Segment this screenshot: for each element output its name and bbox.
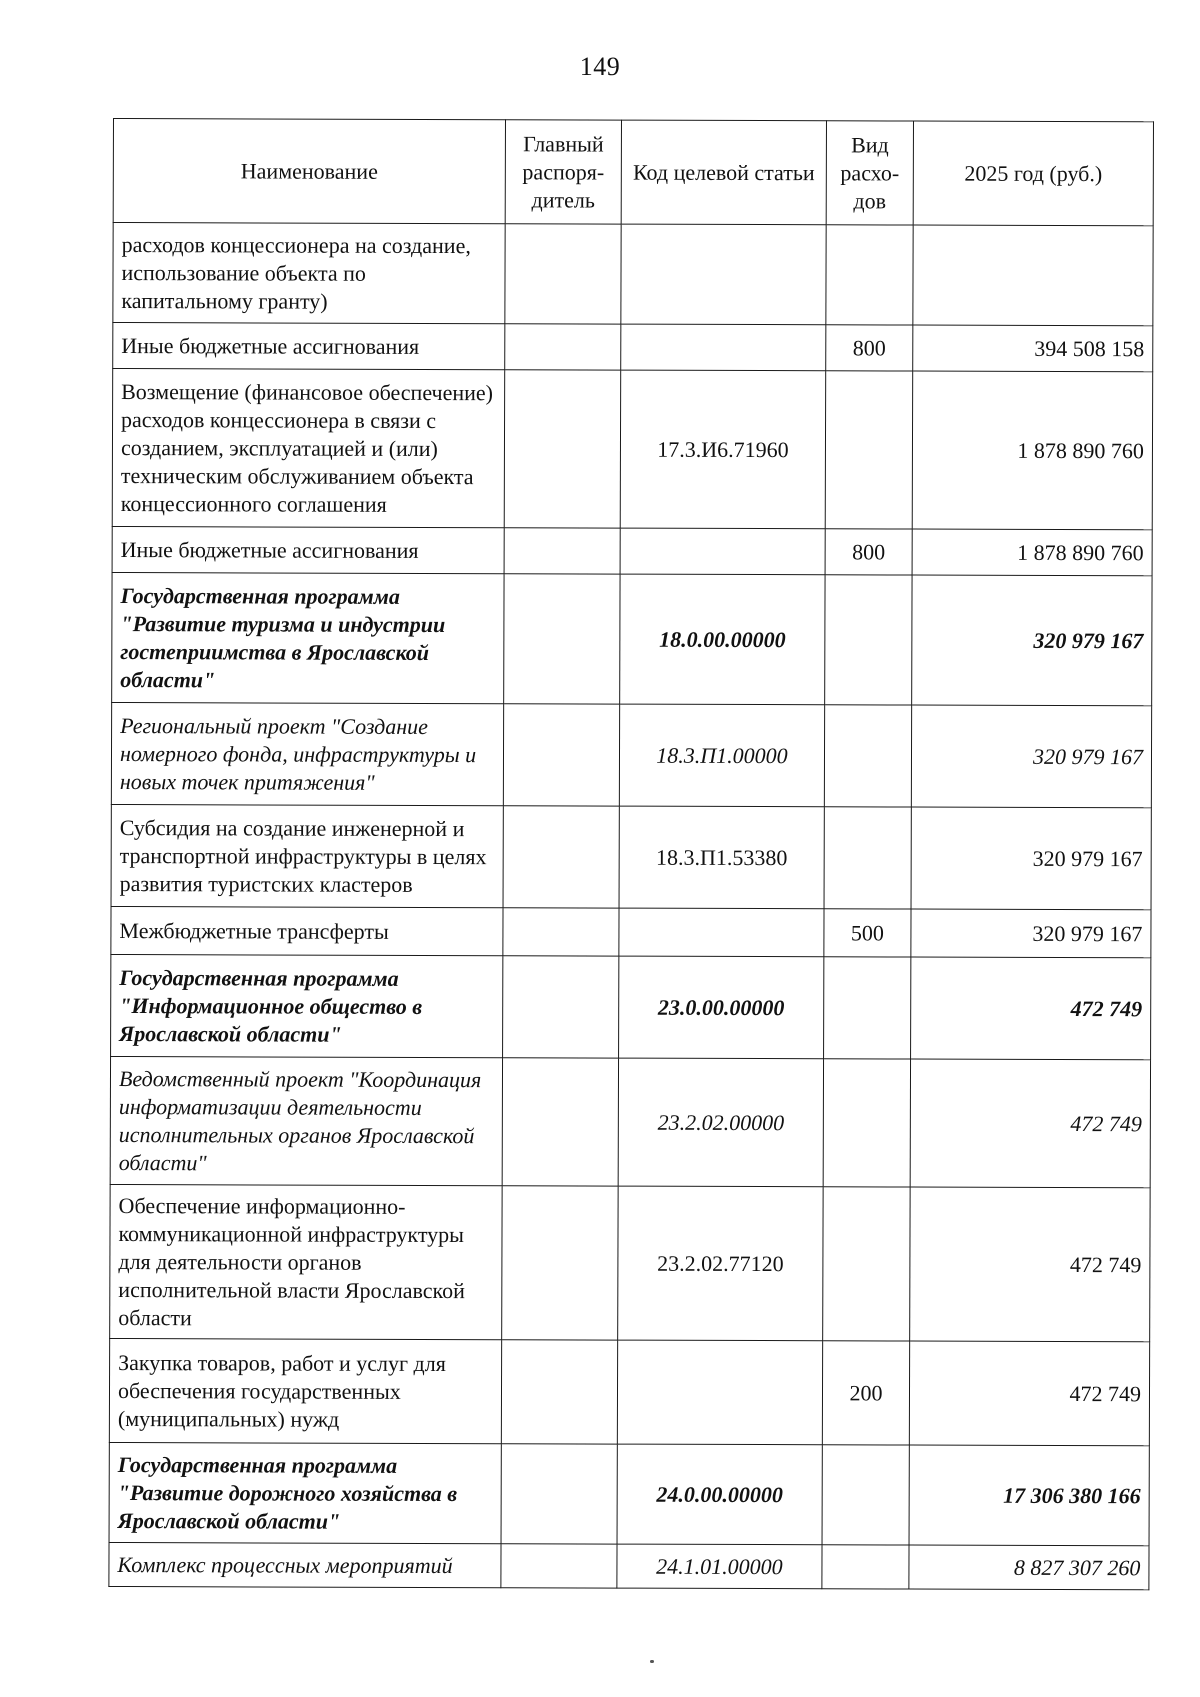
row-amount: 472 749 [909, 1341, 1149, 1446]
row-amount: 394 508 158 [913, 325, 1153, 372]
row-manager [501, 1444, 617, 1544]
row-amount: 320 979 167 [912, 575, 1152, 706]
table-row-program [112, 572, 1152, 705]
row-code [621, 224, 826, 325]
table-row [111, 906, 1151, 957]
table-row [113, 223, 1153, 326]
table-header-row [113, 119, 1153, 226]
row-name: Закупка товаров, работ и услуг для обеспечения государственных (муниципальных) нужд [109, 1338, 501, 1443]
row-manager [503, 704, 619, 806]
row-name: Иные бюджетные ассигнования [113, 323, 505, 370]
row-name: Государственная программа "Развитие туризма и индустрии гостеприимства в Ярославской области" [112, 572, 504, 703]
row-amount: 320 979 167 [911, 705, 1151, 808]
table-row [113, 323, 1153, 372]
row-amount: 320 979 167 [911, 807, 1151, 910]
budget-table [108, 118, 1154, 1590]
row-expense-type [825, 371, 912, 529]
row-expense-type: 800 [825, 529, 912, 575]
row-code: 18.3.П1.53380 [619, 806, 824, 909]
row-name: Региональный проект "Создание номерного фонда, инфраструктуры и новых точек притяжения" [111, 702, 503, 805]
row-manager [503, 956, 619, 1058]
row-manager [502, 1058, 618, 1186]
row-code [617, 1340, 822, 1445]
table-row-project [111, 702, 1151, 807]
row-expense-type [822, 1545, 909, 1589]
row-expense-type: 200 [822, 1341, 909, 1445]
row-name: Межбюджетные трансферты [111, 906, 503, 955]
row-amount: 1 878 890 760 [912, 529, 1152, 576]
row-amount [913, 225, 1153, 326]
row-amount: 472 749 [910, 1059, 1150, 1188]
row-name: расходов концессионера на создание, использование объекта по капитальному гранту) [113, 223, 505, 324]
row-name: Обеспечение информационно-коммуникационной инфраструктуры для деятельности органов исполнительной власти Ярославской области [110, 1184, 502, 1339]
page-number: 149 [579, 52, 621, 81]
row-manager [503, 806, 619, 908]
row-code [619, 908, 824, 957]
table-row [112, 526, 1152, 575]
row-expense-type [822, 1445, 909, 1545]
header-expense-type: Вид расхо-дов [826, 121, 913, 225]
table-row [112, 369, 1152, 530]
table-row [110, 1184, 1150, 1341]
table-row-program [109, 1442, 1149, 1545]
table-row-complex [109, 1542, 1149, 1589]
row-name: Ведомственный проект "Координация информатизации деятельности исполнительных органов Ярославской области" [110, 1056, 502, 1185]
row-name: Иные бюджетные ассигнования [112, 526, 504, 573]
row-name: Государственная программа "Развитие дорожного хозяйства в Ярославской области" [109, 1442, 501, 1543]
row-amount: 1 878 890 760 [912, 371, 1152, 530]
row-name: Комплекс процессных мероприятий [109, 1542, 501, 1587]
row-expense-type [825, 575, 912, 705]
row-expense-type: 500 [824, 909, 911, 957]
row-manager [505, 224, 621, 324]
row-expense-type: 800 [826, 325, 913, 371]
row-amount: 320 979 167 [911, 909, 1151, 958]
row-expense-type [824, 807, 911, 909]
row-code: 23.2.02.77120 [618, 1186, 823, 1341]
table-row [111, 804, 1151, 909]
row-code: 24.0.00.00000 [617, 1444, 822, 1545]
row-manager [501, 1340, 617, 1444]
row-expense-type [824, 957, 911, 1059]
table-row-project [110, 1056, 1150, 1187]
table-row-program [111, 954, 1151, 1059]
row-expense-type [826, 225, 913, 325]
row-code [621, 324, 826, 371]
row-code: 24.1.01.00000 [617, 1544, 822, 1589]
row-manager [505, 324, 621, 370]
header-manager: Главный распоря-дитель [505, 120, 621, 224]
row-name: Возмещение (финансовое обеспечение) расходов концессионера в связи с созданием, эксплуатацией и (или) техническим обслуживанием объекта концессионного соглашения [112, 369, 504, 528]
row-code: 18.0.00.00000 [620, 574, 825, 705]
row-manager [502, 1186, 618, 1340]
row-expense-type [823, 1187, 910, 1341]
row-name: Государственная программа "Информационное общество в Ярославской области" [111, 954, 503, 1057]
row-code: 23.2.02.00000 [618, 1058, 823, 1187]
row-expense-type [824, 705, 911, 807]
row-amount: 8 827 307 260 [909, 1545, 1149, 1590]
row-amount: 472 749 [911, 957, 1151, 1060]
table-row [109, 1338, 1149, 1445]
header-name: Наименование [113, 119, 505, 224]
row-code [620, 528, 825, 575]
row-expense-type [823, 1059, 910, 1187]
row-code: 18.3.П1.00000 [619, 704, 824, 807]
row-code: 23.0.00.00000 [619, 956, 824, 1059]
row-manager [504, 370, 620, 528]
row-name: Субсидия на создание инженерной и транспортной инфраструктуры в целях развития туристских кластеров [111, 804, 503, 907]
row-code: 17.3.И6.71960 [620, 370, 825, 529]
row-amount: 17 306 380 166 [909, 1445, 1149, 1546]
row-manager [501, 1544, 617, 1588]
row-manager [504, 574, 620, 704]
scan-speck [650, 1660, 654, 1663]
row-manager [503, 908, 619, 956]
header-amount: 2025 год (руб.) [913, 121, 1153, 226]
row-manager [504, 528, 620, 574]
header-code: Код целевой статьи [621, 120, 826, 225]
row-amount: 472 749 [910, 1187, 1150, 1342]
